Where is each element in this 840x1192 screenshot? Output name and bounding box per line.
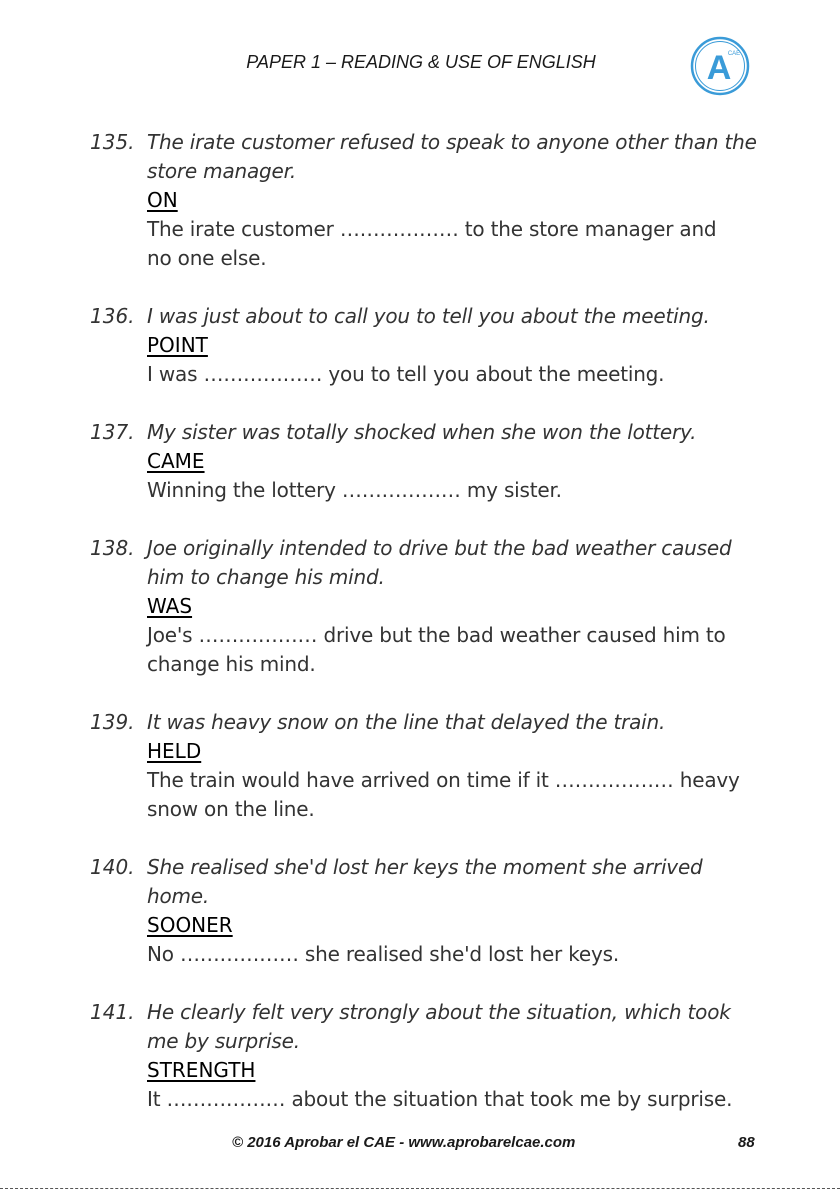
cae-logo-icon bbox=[690, 36, 750, 96]
item-number: 140. bbox=[90, 855, 135, 879]
item-number: 139. bbox=[90, 710, 135, 734]
item-sentence: It was heavy snow on the line that delayed the train. bbox=[147, 710, 666, 734]
item-number: 138. bbox=[90, 536, 135, 560]
item-keyword: WAS bbox=[147, 594, 193, 618]
item-completion: It ……………… about the situation that took me by surprise. bbox=[147, 1087, 733, 1111]
item-sentence: She realised she'd lost her keys the moment she arrived home. bbox=[147, 855, 703, 908]
exercise-item bbox=[90, 302, 760, 389]
exercise-item bbox=[90, 534, 760, 679]
item-completion: The train would have arrived on time if it ……………… heavy snow on the line. bbox=[147, 768, 740, 821]
item-sentence: He clearly felt very strongly about the situation, which took me by surprise. bbox=[147, 1000, 731, 1053]
item-keyword: CAME bbox=[147, 449, 205, 473]
bottom-divider bbox=[0, 1188, 840, 1189]
item-keyword: SOONER bbox=[147, 913, 233, 937]
exercise-item bbox=[90, 853, 760, 969]
item-number: 136. bbox=[90, 304, 135, 328]
item-completion: The irate customer ……………… to the store manager and no one else. bbox=[147, 217, 717, 270]
item-completion: Joe's ……………… drive but the bad weather caused him to change his mind. bbox=[147, 623, 726, 676]
item-completion: No ……………… she realised she'd lost her keys. bbox=[147, 942, 620, 966]
logo-letter: A bbox=[706, 49, 732, 87]
item-sentence: The irate customer refused to speak to anyone other than the store manager. bbox=[147, 130, 757, 183]
logo-tag: CAE bbox=[727, 51, 741, 57]
item-sentence: I was just about to call you to tell you about the meeting. bbox=[147, 304, 710, 328]
item-number: 141. bbox=[90, 1000, 135, 1024]
exercise-item bbox=[90, 708, 760, 824]
item-keyword: POINT bbox=[147, 333, 208, 357]
exercise-list bbox=[90, 128, 760, 1143]
item-completion: I was ……………… you to tell you about the meeting. bbox=[147, 362, 665, 386]
item-completion: Winning the lottery ……………… my sister. bbox=[147, 478, 562, 502]
item-keyword: ON bbox=[147, 188, 178, 212]
item-sentence: My sister was totally shocked when she won the lottery. bbox=[147, 420, 697, 444]
item-number: 137. bbox=[90, 420, 135, 444]
exercise-item bbox=[90, 418, 760, 505]
item-number: 135. bbox=[90, 130, 135, 154]
item-keyword: HELD bbox=[147, 739, 202, 763]
copyright-text: © 2016 Aprobar el CAE - www.aprobarelcae.com bbox=[232, 1134, 576, 1151]
exercise-item bbox=[90, 128, 760, 273]
item-keyword: STRENGTH bbox=[147, 1058, 256, 1082]
exercise-item bbox=[90, 998, 760, 1114]
paper-title: PAPER 1 – READING & USE OF ENGLISH bbox=[246, 52, 596, 72]
page-number: 88 bbox=[738, 1134, 755, 1151]
item-sentence: Joe originally intended to drive but the bad weather caused him to change his mind. bbox=[147, 536, 732, 589]
